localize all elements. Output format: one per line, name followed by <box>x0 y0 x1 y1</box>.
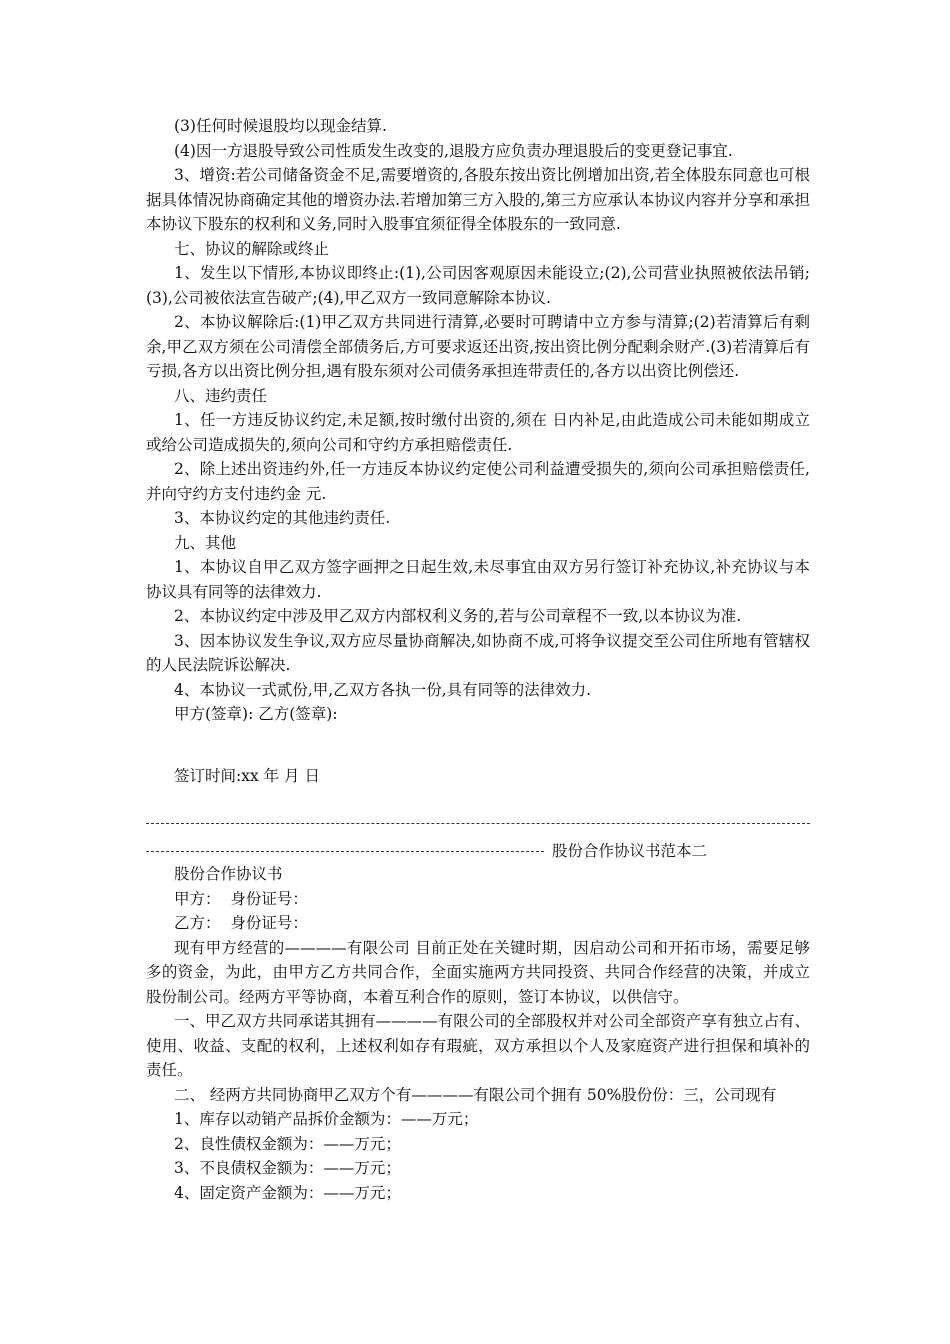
asset-inventory: 1、库存以动销产品拆价金额为：——万元； <box>174 1110 479 1128</box>
asset-good-receivables: 2、良性债权金额为：——万元； <box>174 1134 401 1153</box>
clause-breach-other: 2、除上述出资违约外,任一方违反本协议约定使公司利益遭受损失的,须向公司承担赔偿责任,并向守约方支付违约金 元. <box>146 460 810 503</box>
signature-line: 甲方(签章): 乙方(签章): <box>174 705 338 723</box>
heading-others: 九、其他 <box>174 533 237 552</box>
clause-one-ownership: 一、甲乙双方共同承诺其拥有————有限公司的全部股权并对公司全部资产享有独立占有、使用、收益、支配的权利，上述权利如存有瑕疵，双方承担以个人及家庭资产进行担保和填补的责任。 <box>146 1012 810 1079</box>
clause-dispute-resolution: 3、因本协议发生争议,双方应尽量协商解决,如协商不成,可将争议提交至公司住所地有管辖权的人民法院诉讼解决. <box>146 631 810 674</box>
agreement-part-one <box>146 114 810 727</box>
dashed-separator-short <box>146 851 544 852</box>
template-two-header: 股份合作协议书范本二 <box>552 842 708 860</box>
clause-two-shares: 二、 经两方共同协商甲乙双方个有————有限公司个拥有 50%股份份：三，公司现有 <box>174 1085 777 1104</box>
asset-bad-receivables: 3、不良债权金额为：——万元； <box>174 1159 401 1177</box>
sign-date-block <box>146 764 810 789</box>
party-b-line: 乙方： 身份证号： <box>174 914 308 932</box>
clause-breach-agreed: 3、本协议约定的其他违约责任. <box>174 509 391 527</box>
clause-4-change-registration: (4)因一方退股导致公司性质发生改变的,退股方应负责办理退股后的变更登记事宜. <box>174 141 733 160</box>
asset-fixed-assets: 4、固定资产金额为：——万元； <box>174 1183 401 1202</box>
clause-capital-increase: 3、增资:若公司储备资金不足,需要增资的,各股东按出资比例增加出资,若全体股东同意也可根据具体情况协商确定其他的增资办法.若增加第三方入股的,第三方应承认本协议内容并分享和承担本协议下股东的权利和义务,同时入股事宜须征得全体股东的一致同意. <box>146 166 810 233</box>
dashed-separator <box>146 823 810 824</box>
heading-breach-liability: 八、违约责任 <box>174 386 268 405</box>
clause-liquidation: 2、本协议解除后:(1)甲乙双方共同进行清算,必要时可聘请中立方参与清算;(2)若清算后有剩余,甲乙双方须在公司清偿全部债务后,方可要求返还出资,按出资比例分配剩余财产.(3)若清算后有亏损,各方以出资比例分担,遇有股东须对公司债务承担连带责任的,各方以出资比例偿还. <box>146 313 810 380</box>
clause-breach-capital: 1、任一方违反协议约定,未足额,按时缴付出资的,须在 日内补足,由此造成公司未能如期成立或给公司造成损失的,须向公司和守约方承担赔偿责任. <box>146 411 810 454</box>
sign-date: 签订时间:xx 年 月 日 <box>174 767 320 785</box>
clause-termination-conditions: 1、发生以下情形,本协议即终止:(1),公司因客观原因未能设立;(2),公司营业执照被依法吊销;(3),公司被依法宣告破产;(4),甲乙双方一致同意解除本协议. <box>146 264 810 307</box>
heading-termination: 七、协议的解除或终止 <box>174 239 330 258</box>
clause-precedence: 2、本协议约定中涉及甲乙双方内部权利义务的,若与公司章程不一致,以本协议为准. <box>174 607 742 625</box>
clause-copies: 4、本协议一式贰份,甲,乙双方各执一份,具有同等的法律效力. <box>174 680 592 699</box>
preamble: 现有甲方经营的————有限公司 目前正处在关键时期，因启动公司和开拓市场，需要足够多的资金，为此，由甲方乙方共同合作，全面实施两方共同投资、共同合作经营的决策，并成立股份制公司。经两方平等协商，本着互利合作的原则，签订本协议，以供信守。 <box>146 938 810 1006</box>
agreement-part-two <box>146 862 810 1205</box>
clause-3-cash-settlement: (3)任何时候退股均以现金结算. <box>174 117 387 135</box>
clause-effectiveness: 1、本协议自甲乙双方签字画押之日起生效,未尽事宜由双方另行签订补充协议,补充协议与本协议具有同等的法律效力. <box>146 558 810 601</box>
agreement-title: 股份合作协议书 <box>174 865 283 883</box>
party-a-line: 甲方： 身份证号： <box>174 889 308 908</box>
